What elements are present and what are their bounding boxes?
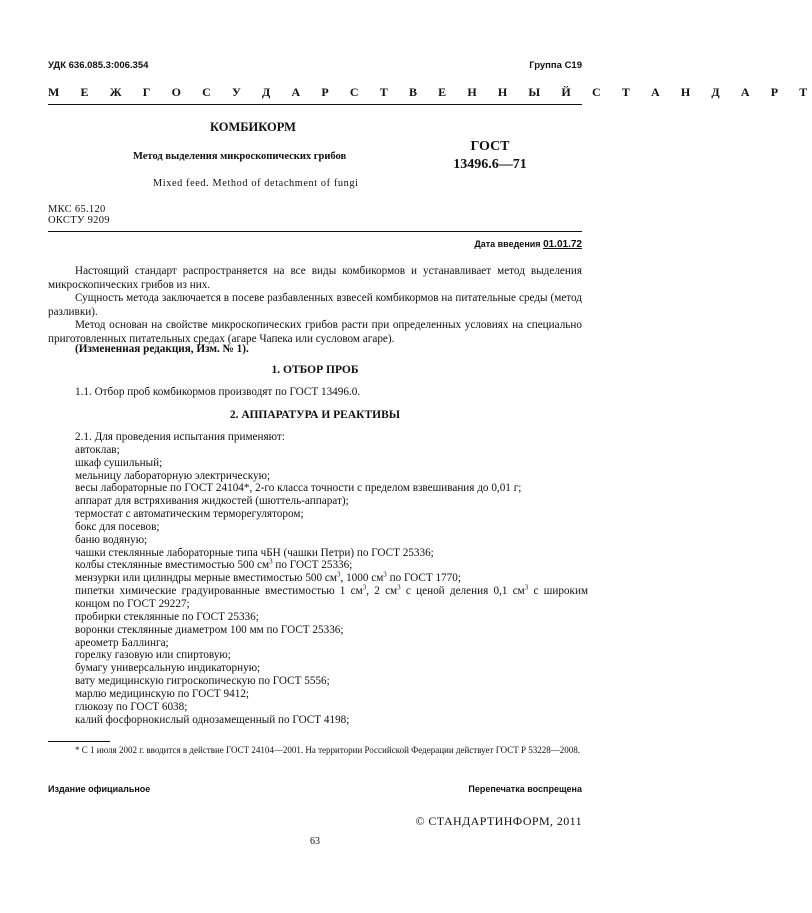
list-item: бумагу универсальную индикаторную;	[75, 662, 261, 675]
list-item: автоклав;	[75, 443, 120, 456]
document-subtitle: Метод выделения микроскопических грибов	[133, 151, 347, 162]
standard-banner: М Е Ж Г О С У Д А Р С Т В Е Н Н Ы Й С Т А Н Д А Р Т	[48, 85, 812, 99]
footnote	[48, 744, 582, 756]
intro-text-2: Сущность метода заключается в посеве разбавленных взвесей комбикормов на питательные среды (метод разливки).	[48, 292, 582, 318]
gost-label: ГОСТ	[470, 139, 510, 154]
intro-text-3: Метод основан на свойстве микроскопических грибов расти при определенных условиях на специально приготовленных питательных средах (агаре Чапека или сусловом агаре).	[48, 319, 582, 345]
list-item-text: с широким концом по ГОСТ 29227;	[75, 585, 589, 610]
amendment-note: (Измененная редакция, Изм. № 1).	[75, 343, 249, 355]
footnote-rule	[48, 741, 110, 742]
list-item	[48, 585, 588, 611]
list-item-text: , 1000 см	[340, 572, 384, 585]
list-item-text: по ГОСТ 25336;	[272, 559, 353, 572]
list-item: пробирки стеклянные по ГОСТ 25336;	[75, 610, 259, 623]
list-item-text: мензурки или цилиндры мерные вместимостью 500 см	[75, 572, 337, 585]
list-item-text: пипетки химические градуированные вместимостью 1 см	[75, 585, 363, 598]
copyright: © СТАНДАРТИНФОРМ, 2011	[415, 814, 582, 828]
okstu-code: ОКСТУ 9209	[48, 215, 110, 226]
intro-date	[474, 239, 582, 250]
page-number: 63	[310, 836, 320, 847]
superscript: 3	[362, 583, 367, 592]
list-item: бокс для посевов;	[75, 520, 160, 533]
intro-paragraph-2	[48, 292, 582, 319]
header-rule	[48, 104, 582, 105]
superscript: 3	[269, 557, 273, 566]
list-item-text: по ГОСТ 1770;	[386, 572, 461, 585]
intro-text-1: Настоящий стандарт распространяется на все виды комбикормов и устанавливает метод выделения микроскопических грибов из них.	[48, 265, 582, 291]
list-item: вату медицинскую гигроскопическую по ГОСТ 5556;	[75, 675, 330, 688]
gost-number: 13496.6—71	[453, 157, 527, 172]
list-item: шкаф сушильный;	[75, 456, 163, 469]
mks-code: МКС 65.120	[48, 204, 106, 215]
list-item-text: колбы стеклянные вместимостью 500 см	[75, 559, 270, 572]
list-item	[48, 559, 588, 572]
footnote-text: * С 1 июля 2002 г. вводится в действие ГОСТ 24104—2001. На территории Российской Федерации действует ГОСТ Р 53228—2008.	[75, 745, 581, 755]
udk-code: УДК 636.085.3:006.354	[48, 60, 149, 71]
list-item: мельницу лабораторную электрическую;	[75, 469, 271, 482]
reprint-prohibited: Перепечатка воспрещена	[468, 784, 582, 794]
list-lead: 2.1. Для проведения испытания применяют:	[75, 431, 285, 443]
official-edition: Издание официальное	[48, 784, 151, 794]
list-item: термостат с автоматическим терморегулятором;	[75, 508, 304, 521]
english-title: Mixed feed. Method of detachment of fungi	[153, 178, 359, 189]
list-item: калий фосфорнокислый однозамещенный по ГОСТ 4198;	[75, 713, 350, 726]
superscript: 3	[524, 583, 529, 592]
title-rule	[48, 231, 582, 232]
list-item: горелку газовую или спиртовую;	[75, 649, 231, 662]
list-item: весы лабораторные по ГОСТ 24104*, 2-го класса точности с пределом взвешивания до 0,01 г;	[75, 482, 522, 495]
list-item: воронки стеклянные диаметром 100 мм по ГОСТ 25336;	[75, 623, 344, 636]
list-item: марлю медицинскую по ГОСТ 9412;	[75, 687, 250, 700]
intro-paragraph-1	[48, 265, 582, 292]
superscript: 3	[397, 583, 401, 592]
superscript: 3	[336, 570, 341, 579]
section-2-heading: 2. АППАРАТУРА И РЕАКТИВЫ	[229, 409, 401, 421]
group-code: Группа С19	[529, 60, 582, 71]
list-item: баню водяную;	[75, 533, 148, 546]
list-item: глюкозу по ГОСТ 6038;	[75, 700, 188, 713]
list-item-text: с ценой деления 0,1 см	[400, 585, 525, 598]
intro-date-value: 01.01.72	[543, 239, 582, 250]
list-item	[48, 572, 588, 585]
list-item-text: , 2 см	[366, 585, 398, 598]
superscript: 3	[383, 570, 387, 579]
list-item: чашки стеклянные лабораторные типа чБН (чашки Петри) по ГОСТ 25336;	[75, 546, 434, 559]
equipment-list	[48, 431, 588, 726]
document-title: КОМБИКОРМ	[210, 120, 296, 134]
section-1-heading: 1. ОТБОР ПРОБ	[271, 364, 359, 376]
list-item: аппарат для встряхивания жидкостей (шюттель-аппарат);	[75, 495, 349, 508]
intro-date-label: Дата введения	[474, 239, 541, 249]
list-item: ареометр Баллинга;	[75, 636, 169, 649]
section-1-clause: 1.1. Отбор проб комбикормов производят по ГОСТ 13496.0.	[75, 386, 361, 398]
